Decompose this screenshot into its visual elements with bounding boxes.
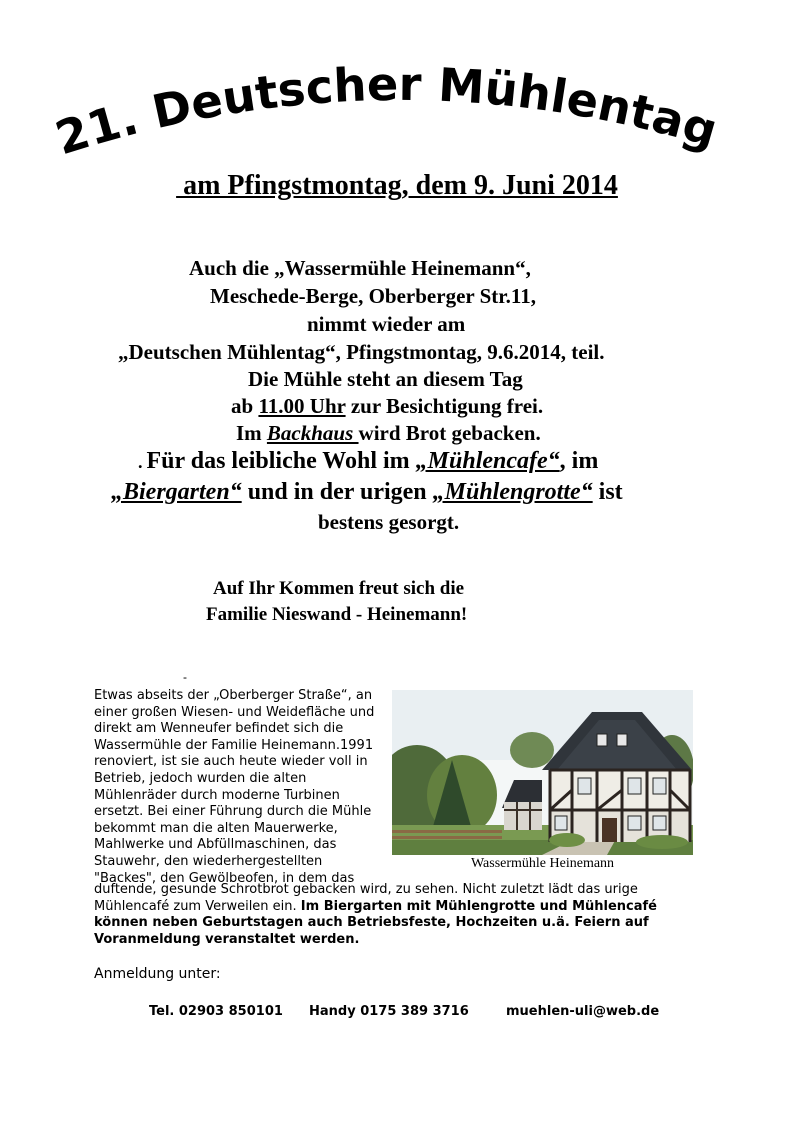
invite-line-9 <box>111 479 623 505</box>
event-date-text: am Pfingstmontag, dem 9. Juni 2014 <box>176 170 618 201</box>
invite-text: ist <box>592 479 623 505</box>
invite-line-8 <box>138 448 598 475</box>
description-line: Mahlwerke und Abfüllmaschinen, das <box>94 837 337 853</box>
invite-line-7 <box>236 420 541 446</box>
description-line: Mühlenräder durch moderne Turbinen <box>94 787 340 803</box>
email-address[interactable]: muehlen-uli@web.de <box>506 1004 660 1019</box>
phone-number: Tel. 02903 850101 <box>149 1004 283 1019</box>
mobile-number: Handy 0175 389 3716 <box>309 1004 469 1019</box>
invite-text: Für das leibliche Wohl im <box>146 448 416 474</box>
svg-text:21. Deutscher Mühlentag <box>49 57 723 165</box>
invite-line-10: bestens gesorgt. <box>318 510 460 534</box>
invite-line-2: Meschede-Berge, Oberberger Str.11, <box>210 284 536 308</box>
stray-dash: - <box>183 670 187 684</box>
description-line: Voranmeldung veranstaltet werden. <box>94 931 360 947</box>
description-line: duftende, gesunde Schrotbrot gebacken wird, zu sehen. Nicht zuletzt lädt das urige <box>94 882 638 897</box>
mill-description-continued <box>94 882 657 948</box>
page-headline <box>0 55 794 165</box>
biergarten-label: „Biergarten“ <box>111 479 242 505</box>
invite-line-6 <box>231 393 543 419</box>
invite-line-3: nimmt wieder am <box>307 312 466 336</box>
headline-text: 21. Deutscher Mühlentag <box>49 56 724 165</box>
event-date <box>0 170 794 202</box>
description-text: Mühlencafé zum Verweilen ein. <box>94 898 301 914</box>
description-line: ersetzt. Bei einer Führung durch die Mühle <box>94 804 372 820</box>
description-line: können neben Geburtstagen auch Betriebsfeste, Hochzeiten u.ä. Feiern auf <box>94 915 649 930</box>
description-emphasis: Im Biergarten mit Mühlengrotte und Mühlencafé <box>300 898 658 914</box>
mill-photo <box>392 690 693 855</box>
description-line: Wassermühle der Familie Heinemann.1991 <box>94 737 374 753</box>
muehlencafe-label: „Mühlencafe“ <box>415 448 560 474</box>
backhaus-label: Backhaus <box>266 421 359 445</box>
invite-line-1: Auch die „Wassermühle Heinemann“, <box>189 256 531 280</box>
invite-text: . <box>138 452 143 472</box>
invite-line-5: Die Mühle steht an diesem Tag <box>248 367 523 391</box>
registration-label: Anmeldung unter: <box>94 966 221 982</box>
invite-text: Im <box>236 421 267 445</box>
description-line: Betrieb, jedoch wurden die alten <box>94 770 307 786</box>
mill-description <box>94 688 374 887</box>
photo-caption: Wassermühle Heinemann <box>470 856 615 871</box>
muehlengrotte-label: „Mühlengrotte“ <box>432 479 593 505</box>
invite-text: ab <box>231 394 259 418</box>
description-line: direkt am Wenneufer befindet sich die <box>94 721 344 737</box>
description-line: einer großen Wiesen- und Weidefläche und <box>94 704 375 720</box>
description-line: renoviert, ist sie auch heute wieder voll in <box>94 754 368 770</box>
greeting-line-1: Auf Ihr Kommen freut sich die <box>213 578 465 599</box>
invite-text: wird Brot gebacken. <box>358 421 541 445</box>
description-line <box>94 899 657 916</box>
invite-line-4: „Deutschen Mühlentag“, Pfingstmontag, 9.6.2014, teil. <box>118 340 605 364</box>
description-line: bekommt man die alten Mauerwerke, <box>94 820 338 836</box>
description-line: Etwas abseits der „Oberberger Straße“, an <box>94 688 373 703</box>
opening-time: 11.00 Uhr <box>258 394 346 418</box>
greeting-line-2: Familie Nieswand - Heinemann! <box>206 604 468 625</box>
description-line: Stauwehr, den wiederhergestellten <box>94 853 323 869</box>
description-line: "Backes", den Gewölbeofen, in dem das <box>94 870 355 886</box>
invite-text: und in der urigen <box>241 479 433 505</box>
invite-text: , im <box>559 448 599 474</box>
invite-text: zur Besichtigung frei. <box>345 394 544 418</box>
